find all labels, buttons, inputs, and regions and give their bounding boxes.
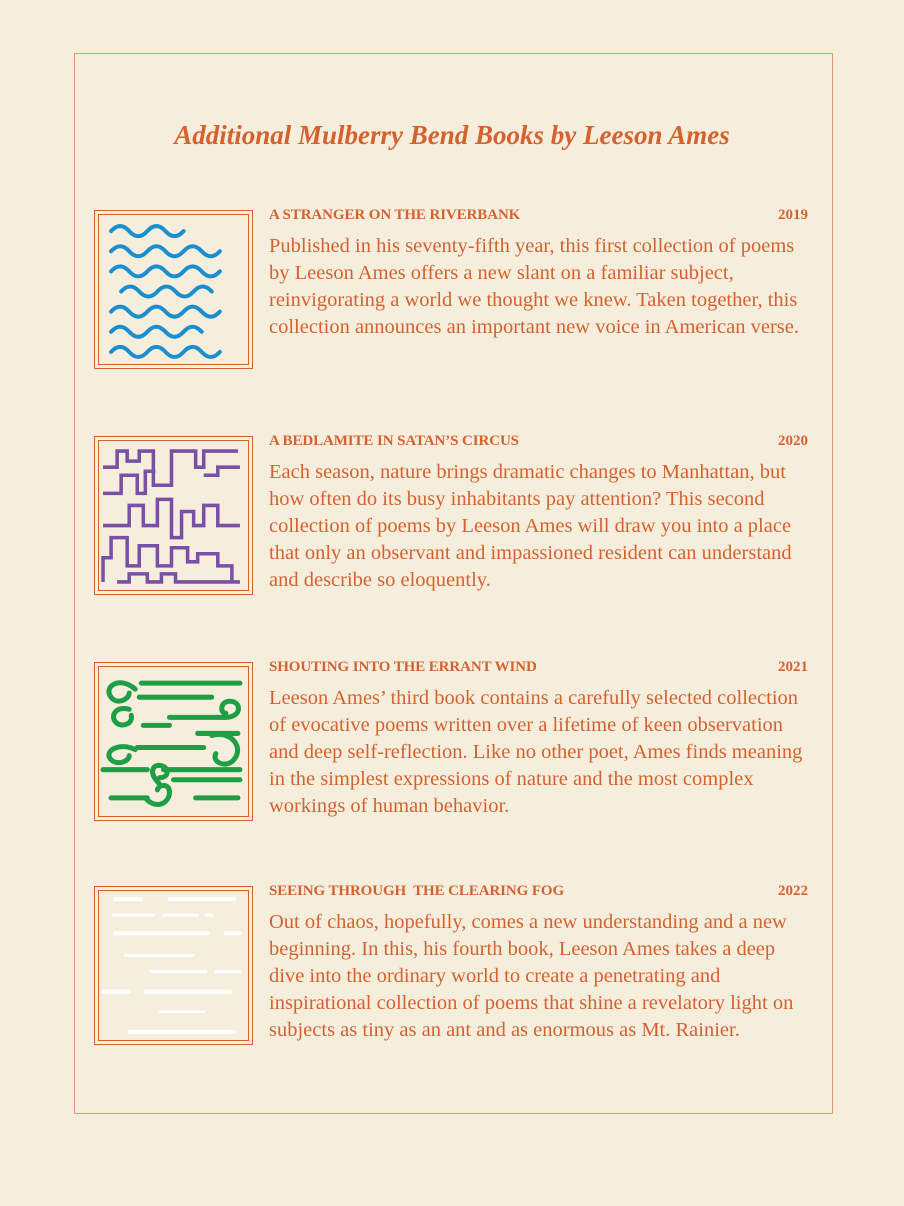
book-year: 2019 [778, 207, 808, 223]
page-title: Additional Mulberry Bend Books by Leeson Ames [174, 120, 730, 150]
book-title: SEEING THROUGH THE CLEARING FOG [269, 883, 565, 899]
book-year: 2020 [778, 433, 808, 449]
book-cover [94, 210, 253, 369]
waves-icon [99, 215, 248, 364]
book-description: Out of chaos, hopefully, comes a new understanding and a new beginning. In this, his fourth book, Leeson Ames takes a deep dive into the ordinary world to create a penetrating and inspirational collection of poems that shine a revelatory light on subjects as tiny as an ant and as enormous as Mt. Rainier. [269, 911, 794, 1041]
book-title: A STRANGER ON THE RIVERBANK [269, 207, 521, 223]
book-entry [94, 659, 814, 822]
book-cover [94, 662, 253, 821]
fog-icon [99, 891, 248, 1040]
wind-icon [99, 667, 248, 816]
book-title: SHOUTING INTO THE ERRANT WIND [269, 659, 537, 675]
book-cover [94, 886, 253, 1045]
book-cover [94, 436, 253, 595]
skyline-icon [99, 441, 248, 590]
book-description: Published in his seventy-fifth year, this first collection of poems by Leeson Ames offers a new slant on a familiar subject, reinvigorating a world we thought we knew. Taken together, this collection announces an important new voice in American verse. [269, 235, 799, 338]
book-description: Leeson Ames’ third book contains a carefully selected collection of evocative poems written over a lifetime of keen observation and deep self-reflection. Like no other poet, Ames finds meaning in the simplest expressions of nature and the most complex workings of human behavior. [269, 687, 803, 817]
book-year: 2021 [778, 659, 808, 675]
book-description: Each season, nature brings dramatic changes to Manhattan, but how often do its busy inhabitants pay attention? This second collection of poems by Leeson Ames will draw you into a place that only an observant and impassioned resident can understand and describe so eloquently. [269, 461, 792, 591]
book-year: 2022 [778, 883, 808, 899]
book-entry [94, 883, 814, 1046]
book-title: A BEDLAMITE IN SATAN’S CIRCUS [269, 433, 519, 449]
book-entry [94, 207, 814, 370]
book-entry [94, 433, 814, 596]
